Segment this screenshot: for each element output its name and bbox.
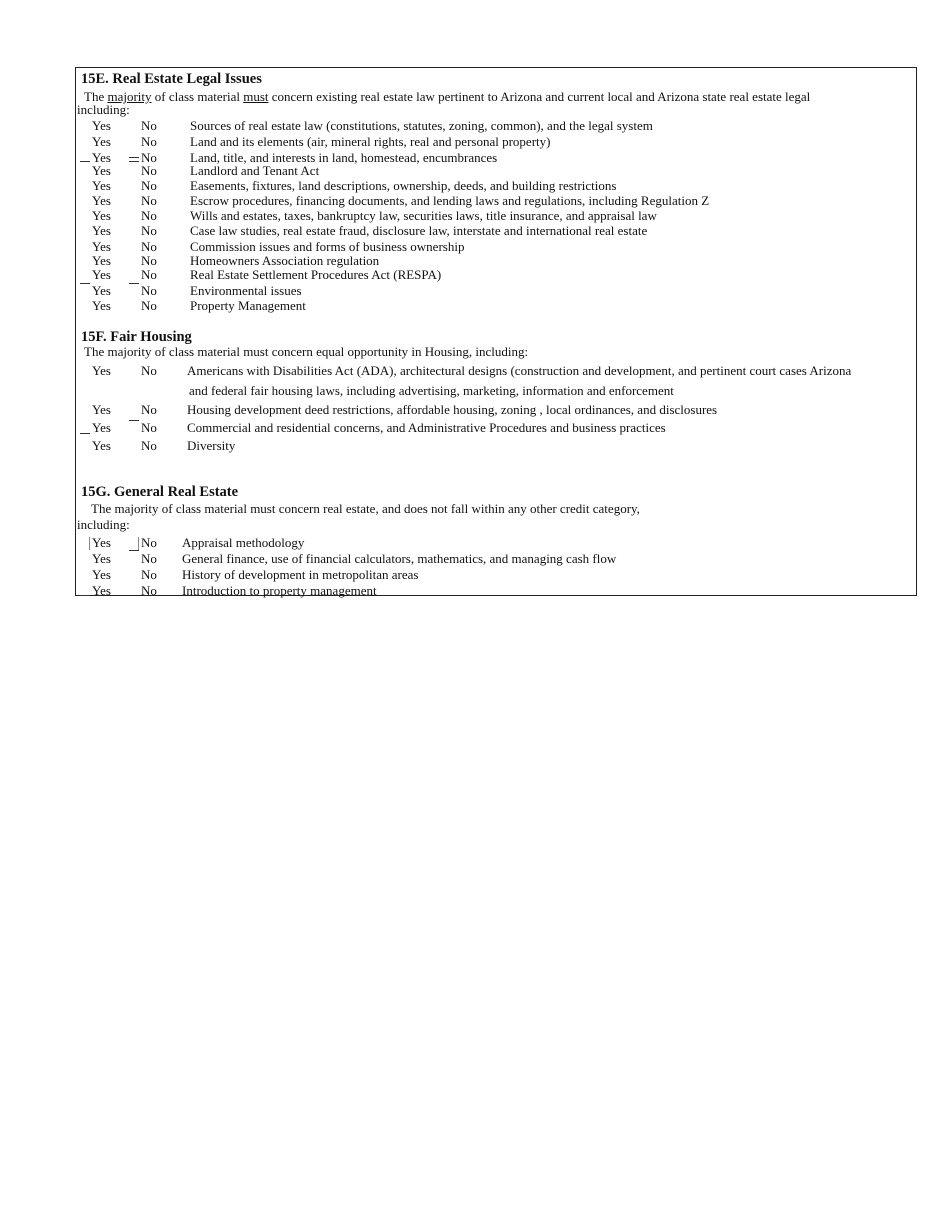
fair-intro: The majority of class material must concern equal opportunity in Housing, including: <box>84 344 529 359</box>
item-text: Environmental issues <box>190 283 302 298</box>
check-blank[interactable] <box>129 550 139 551</box>
no-option[interactable]: No <box>141 150 157 165</box>
item-text: History of development in metropolitan areas <box>182 567 419 582</box>
item-text: Easements, fixtures, land descriptions, ownership, deeds, and building restrictions <box>190 178 617 193</box>
legal-intro <box>84 90 810 104</box>
item-text: Real Estate Settlement Procedures Act (RESPA) <box>190 267 442 282</box>
legal-intro-rest: concern existing real estate law pertinent to Arizona and current local and Arizona state real estate legal <box>271 89 811 104</box>
item-text: Land and its elements (air, mineral rights, real and personal property) <box>190 134 551 149</box>
legal-intro-mid: of class material <box>154 89 240 104</box>
item-text: Property Management <box>190 298 306 313</box>
section-heading-legal: 15E. Real Estate Legal Issues <box>81 71 262 87</box>
yes-option[interactable]: Yes <box>92 551 111 566</box>
item-text: Housing development deed restrictions, affordable housing, zoning , local ordinances, and disclosures <box>187 402 718 417</box>
yes-option[interactable]: Yes <box>92 178 111 193</box>
yes-option[interactable]: Yes <box>92 163 111 178</box>
no-option[interactable]: No <box>141 402 157 417</box>
yes-option[interactable]: Yes <box>92 267 111 282</box>
check-blank[interactable] <box>80 595 90 596</box>
check-blank[interactable] <box>129 157 139 158</box>
no-option[interactable]: No <box>141 118 157 133</box>
no-option[interactable]: No <box>141 223 157 238</box>
legal-intro-wrap: including: <box>77 102 130 117</box>
legal-intro-the: The <box>84 89 105 104</box>
item-text: Diversity <box>187 438 236 453</box>
yes-option[interactable]: Yes <box>92 438 111 453</box>
yes-option[interactable]: Yes <box>92 535 111 550</box>
yes-option[interactable]: Yes <box>92 363 111 378</box>
legal-intro-majority: majority <box>107 89 152 104</box>
yes-option[interactable]: Yes <box>92 118 111 133</box>
no-option[interactable]: No <box>141 567 157 582</box>
item-text: Americans with Disabilities Act (ADA), architectural designs (construction and development, and pertinent court cases Arizona <box>187 363 852 378</box>
no-option[interactable]: No <box>141 178 157 193</box>
no-option[interactable]: No <box>141 267 157 282</box>
item-text: Escrow procedures, financing documents, and lending laws and regulations, including Regulation Z <box>190 193 710 208</box>
item-text: Introduction to property management <box>182 583 377 598</box>
check-blank[interactable] <box>129 283 139 284</box>
yes-option[interactable]: Yes <box>92 420 111 435</box>
no-option[interactable]: No <box>141 438 157 453</box>
item-text: Homeowners Association regulation <box>190 253 380 268</box>
item-text: Landlord and Tenant Act <box>190 163 320 178</box>
yes-option[interactable]: Yes <box>92 298 111 313</box>
item-text: Commercial and residential concerns, and Administrative Procedures and business practices <box>187 420 666 435</box>
yes-option[interactable]: Yes <box>92 193 111 208</box>
no-option[interactable]: No <box>141 193 157 208</box>
general-intro-wrap: including: <box>77 517 130 532</box>
no-option[interactable]: No <box>141 420 157 435</box>
yes-option[interactable]: Yes <box>92 583 111 598</box>
item-text: Land, title, and interests in land, homestead, encumbrances <box>190 150 498 165</box>
no-option[interactable]: No <box>141 298 157 313</box>
no-option[interactable]: No <box>141 363 157 378</box>
no-option[interactable]: No <box>141 551 157 566</box>
legal-intro-must: must <box>243 89 269 104</box>
yes-option[interactable]: Yes <box>92 150 111 165</box>
no-option[interactable]: No <box>141 208 157 223</box>
check-blank[interactable] <box>129 161 139 162</box>
no-option[interactable]: No <box>141 163 157 178</box>
yes-option[interactable]: Yes <box>92 567 111 582</box>
no-option[interactable]: No <box>141 583 157 598</box>
item-text: General finance, use of financial calculators, mathematics, and managing cash flow <box>182 551 617 566</box>
check-mark[interactable] <box>138 537 139 550</box>
no-option[interactable]: No <box>141 535 157 550</box>
yes-option[interactable]: Yes <box>92 253 111 268</box>
item-text: Wills and estates, taxes, bankruptcy law, securities laws, title insurance, and appraisal law <box>190 208 657 223</box>
item-text: Case law studies, real estate fraud, disclosure law, interstate and international real estate <box>190 223 648 238</box>
form-box <box>75 67 917 596</box>
yes-option[interactable]: Yes <box>92 239 111 254</box>
no-option[interactable]: No <box>141 134 157 149</box>
check-blank[interactable] <box>129 420 139 421</box>
no-option[interactable]: No <box>141 253 157 268</box>
check-blank[interactable] <box>80 433 90 434</box>
yes-option[interactable]: Yes <box>92 208 111 223</box>
no-option[interactable]: No <box>141 239 157 254</box>
item-text: Sources of real estate law (constitutions, statutes, zoning, common), and the legal system <box>190 118 653 133</box>
check-mark[interactable] <box>89 537 90 550</box>
yes-option[interactable]: Yes <box>92 402 111 417</box>
yes-option[interactable]: Yes <box>92 134 111 149</box>
item-text: Commission issues and forms of business ownership <box>190 239 465 254</box>
item-text: Appraisal methodology <box>182 535 305 550</box>
yes-option[interactable]: Yes <box>92 283 111 298</box>
check-blank[interactable] <box>80 161 90 162</box>
no-option[interactable]: No <box>141 283 157 298</box>
general-intro: The majority of class material must concern real estate, and does not fall within any other credit category, <box>91 501 640 516</box>
section-heading-general: 15G. General Real Estate <box>81 484 239 500</box>
item-text-continued: and federal fair housing laws, including advertising, marketing, information and enforcement <box>189 383 674 398</box>
yes-option[interactable]: Yes <box>92 223 111 238</box>
check-blank[interactable] <box>80 283 90 284</box>
section-heading-fair: 15F. Fair Housing <box>81 329 192 345</box>
